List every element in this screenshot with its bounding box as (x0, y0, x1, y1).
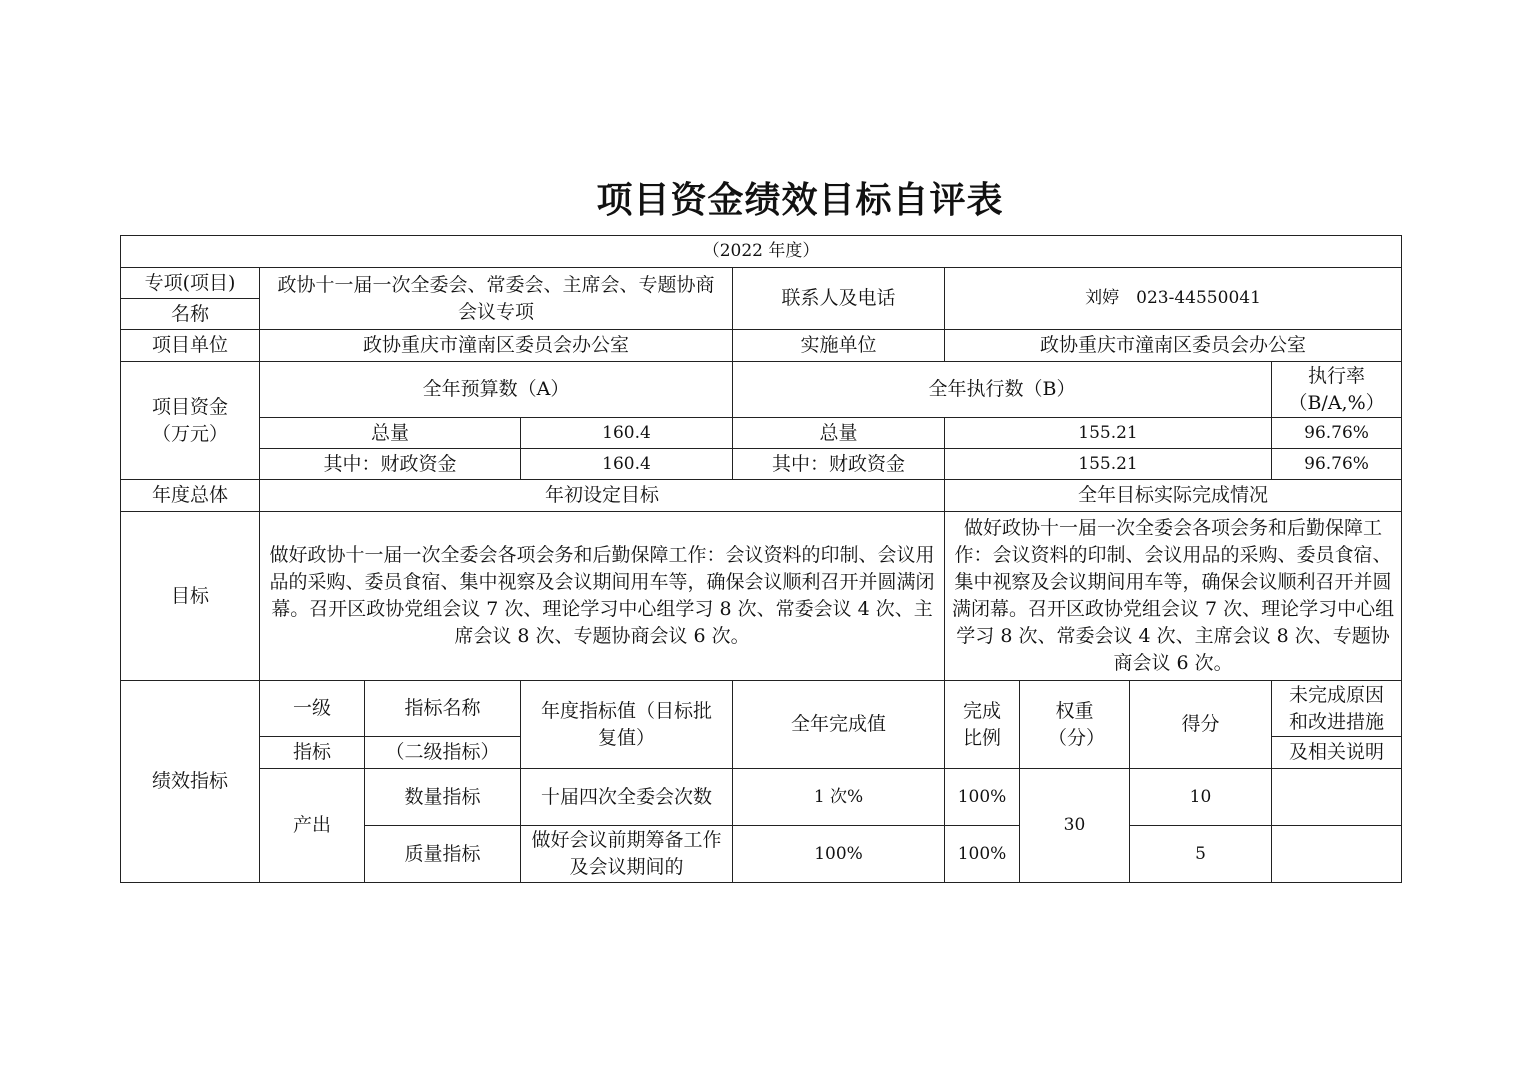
funds-row (121, 449, 1402, 480)
unit-value: 政协重庆市潼南区委员会办公室 (260, 330, 733, 362)
funds-row-rate: 96.76% (1272, 449, 1402, 480)
funds-row (121, 418, 1402, 449)
indicator-name: 质量指标 (365, 826, 521, 883)
indicator-ratio: 100% (945, 826, 1020, 883)
actual-goal-header: 全年目标实际完成情况 (945, 480, 1402, 512)
year-cell: （2022 年度） (121, 236, 1402, 268)
category-cell: 产出 (260, 769, 365, 883)
funds-row-budget: 160.4 (521, 418, 733, 449)
funds-row-rate: 96.76% (1272, 418, 1402, 449)
reason-header-top: 未完成原因和改进措施 (1272, 681, 1402, 737)
indicator-target: 做好会议前期筹备工作及会议期间的 (521, 826, 733, 883)
indicator-actual: 100% (733, 826, 945, 883)
project-label-bottom: 名称 (121, 299, 260, 330)
indicator-actual: 1 次% (733, 769, 945, 826)
budget-header: 全年预算数（A） (260, 362, 733, 418)
performance-label: 绩效指标 (121, 681, 260, 883)
funds-row-exec: 155.21 (945, 418, 1272, 449)
evaluation-table (120, 235, 1402, 883)
name-header-bottom: （二级指标） (365, 737, 521, 769)
funds-row-budget: 160.4 (521, 449, 733, 480)
score-header: 得分 (1130, 681, 1272, 769)
name-header-top: 指标名称 (365, 681, 521, 737)
funds-row-label: 其中：财政资金 (260, 449, 521, 480)
exec-header: 全年执行数（B） (733, 362, 1272, 418)
level1-header-top: 一级 (260, 681, 365, 737)
page-title: 项目资金绩效目标自评表 (596, 179, 1004, 221)
rate-header: 执行率（B/A,%） (1272, 362, 1402, 418)
weight-cell: 30 (1020, 769, 1130, 883)
indicator-score: 10 (1130, 769, 1272, 826)
target-header: 年度指标值（目标批复值） (521, 681, 733, 769)
weight-header: 权重（分） (1020, 681, 1130, 769)
indicator-ratio: 100% (945, 769, 1020, 826)
indicator-note (1272, 769, 1402, 826)
reason-header-bottom: 及相关说明 (1272, 737, 1402, 769)
contact-value: 刘婷 023-44550041 (945, 268, 1402, 330)
project-label-top: 专项(项目) (121, 268, 260, 299)
goals-label-bottom: 目标 (121, 512, 260, 681)
level1-header-bottom: 指标 (260, 737, 365, 769)
indicator-target: 十届四次全委会次数 (521, 769, 733, 826)
impl-label: 实施单位 (733, 330, 945, 362)
funds-label: 项目资金（万元） (121, 362, 260, 480)
impl-value: 政协重庆市潼南区委员会办公室 (945, 330, 1402, 362)
funds-row-exec-label: 总量 (733, 418, 945, 449)
unit-label: 项目单位 (121, 330, 260, 362)
contact-label: 联系人及电话 (733, 268, 945, 330)
table-row (121, 769, 1402, 826)
ratio-header: 完成比例 (945, 681, 1020, 769)
funds-row-exec-label: 其中：财政资金 (733, 449, 945, 480)
funds-row-label: 总量 (260, 418, 521, 449)
indicator-score: 5 (1130, 826, 1272, 883)
indicator-note (1272, 826, 1402, 883)
funds-row-exec: 155.21 (945, 449, 1272, 480)
goals-label-top: 年度总体 (121, 480, 260, 512)
actual-goal-text: 做好政协十一届一次全委会各项会务和后勤保障工作：会议资料的印制、会议用品的采购、委员食宿、集中视察及会议期间用车等，确保会议顺利召开并圆满闭幕。召开区政协党组会议 7 次、理论学习中心组学习 8 次、常委会议 4 次、主席会议 8 次、专题协商会议 6 次。 (945, 512, 1402, 681)
project-name: 政协十一届一次全委会、常委会、主席会、专题协商会议专项 (260, 268, 733, 330)
initial-goal-text: 做好政协十一届一次全委会各项会务和后勤保障工作：会议资料的印制、会议用品的采购、委员食宿、集中视察及会议期间用车等，确保会议顺利召开并圆满闭幕。召开区政协党组会议 7 次、理论学习中心组学习 8 次、常委会议 4 次、主席会议 8 次、专题协商会议 6 次。 (260, 512, 945, 681)
indicator-name: 数量指标 (365, 769, 521, 826)
actual-header: 全年完成值 (733, 681, 945, 769)
initial-goal-header: 年初设定目标 (260, 480, 945, 512)
